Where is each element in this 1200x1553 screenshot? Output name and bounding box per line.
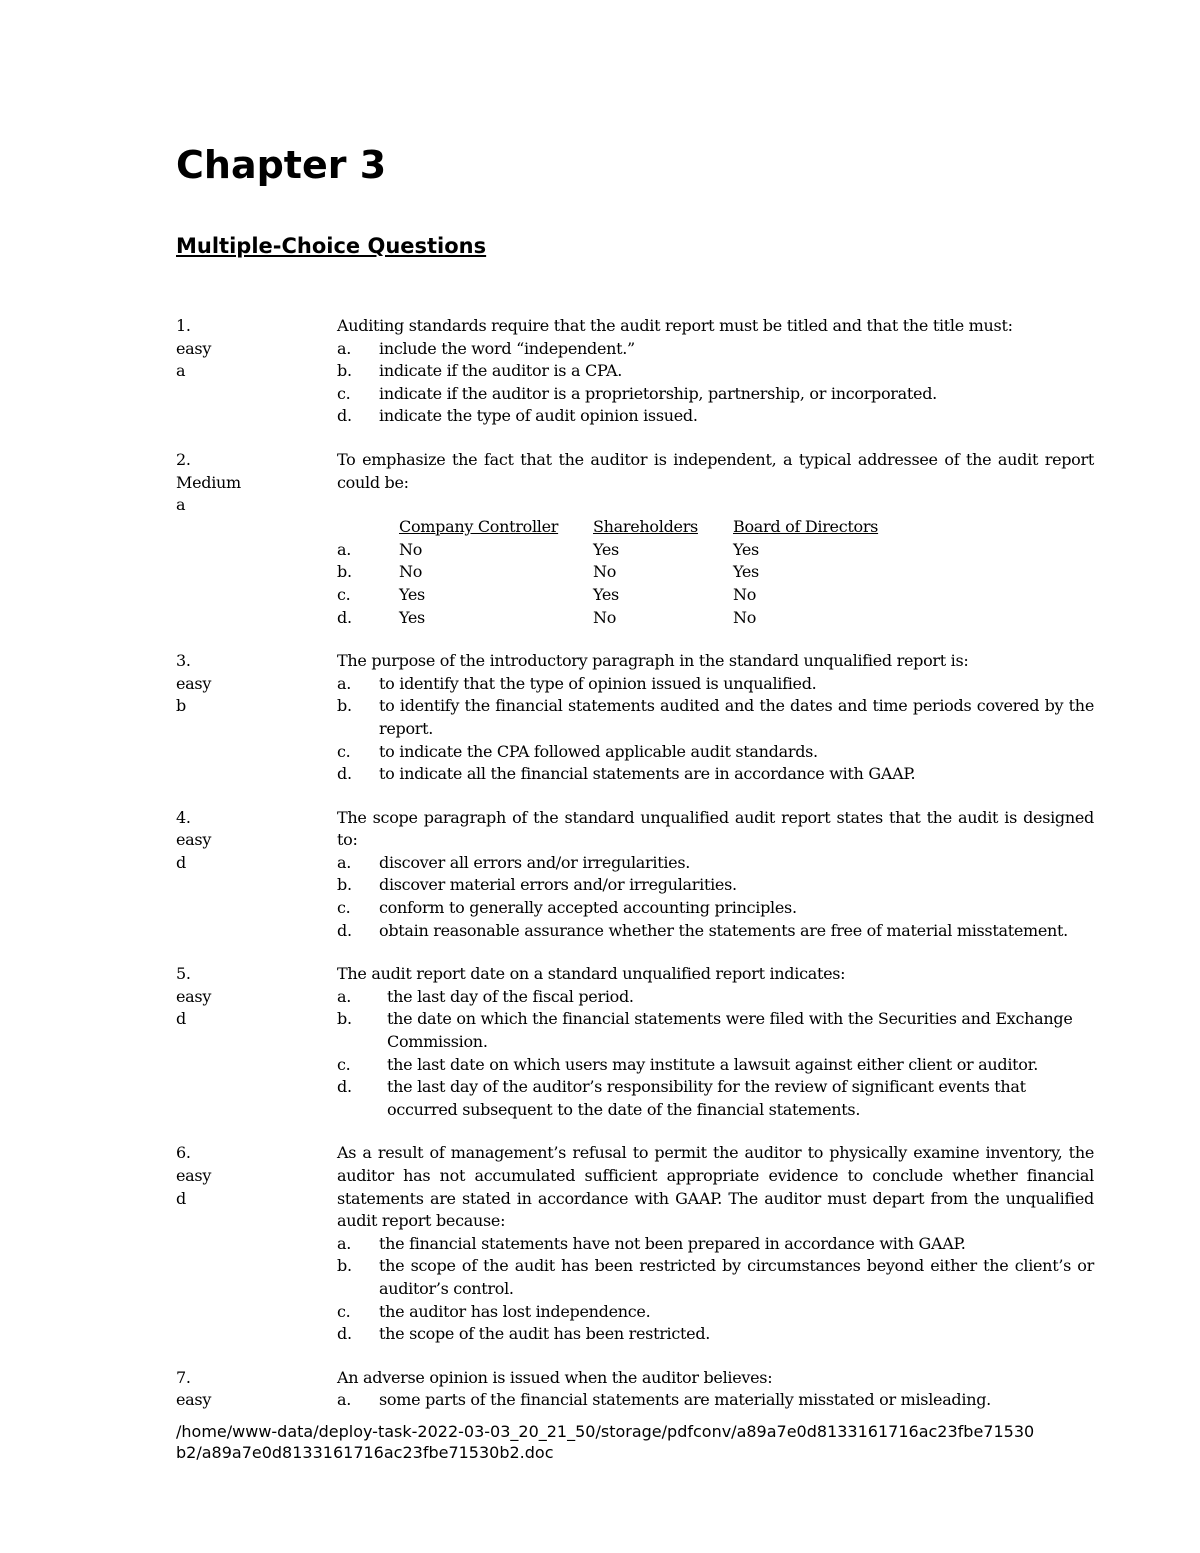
- chapter-title: Chapter 3: [176, 143, 387, 187]
- question-body: [337, 650, 1094, 786]
- option-b: [337, 360, 1094, 383]
- question-difficulty: Medium: [176, 472, 241, 492]
- question-body: [337, 807, 1094, 943]
- grid-header-row: [337, 516, 1094, 539]
- question-body: [337, 315, 1094, 428]
- grid-header: Shareholders: [593, 517, 698, 537]
- option-text: the date on which the financial statements were filed with the Securities and Exchange Commission.: [387, 1009, 1073, 1052]
- option-text: to indicate the CPA followed applicable audit standards.: [379, 741, 818, 761]
- option-d: [337, 405, 1094, 428]
- option-b: [337, 695, 1094, 740]
- option-letter: d.: [337, 1324, 352, 1344]
- question-number: 3.: [176, 651, 191, 671]
- option-letter: b.: [337, 696, 352, 716]
- question-stem: Auditing standards require that the audit report must be titled and that the title must:: [337, 316, 1013, 335]
- question-meta: [176, 807, 326, 875]
- question-6: [176, 1142, 1094, 1345]
- option-d: [337, 1323, 1094, 1346]
- option-b: [337, 1008, 1094, 1053]
- question-answer: a: [176, 361, 186, 381]
- question-stem: The audit report date on a standard unqualified report indicates:: [337, 964, 846, 984]
- option-c: [337, 1301, 1094, 1324]
- option-text: to indicate all the financial statements are in accordance with GAAP.: [379, 764, 916, 784]
- option-letter: c.: [337, 1054, 351, 1074]
- question-2: [176, 449, 1094, 629]
- option-text: conform to generally accepted accounting principles.: [379, 898, 797, 918]
- question-stem: The scope paragraph of the standard unqualified audit report states that the audit is designed to:: [337, 807, 1094, 850]
- option-letter: a.: [337, 1390, 352, 1410]
- grid-cell: Yes: [399, 607, 425, 627]
- option-letter: b.: [337, 361, 352, 381]
- option-letter: a.: [337, 852, 352, 872]
- option-text: the last day of the auditor’s responsibility for the review of significant events that occurred subsequent to the date of the financial statements.: [387, 1077, 1026, 1119]
- question-1: [176, 315, 1094, 428]
- question-body: [337, 1367, 1094, 1412]
- option-a: [337, 1233, 1094, 1256]
- question-difficulty: easy: [176, 1390, 212, 1410]
- option-letter: b.: [337, 1256, 352, 1276]
- option-a: [337, 986, 1094, 1009]
- grid-row-c: [337, 584, 1094, 607]
- option-text: the scope of the audit has been restricted.: [379, 1324, 711, 1344]
- grid-cell: No: [733, 584, 757, 604]
- option-text: indicate if the auditor is a proprietorship, partnership, or incorporated.: [379, 383, 937, 403]
- option-letter: a.: [337, 673, 352, 693]
- option-text: the auditor has lost independence.: [379, 1301, 651, 1321]
- question-number: 6.: [176, 1143, 191, 1163]
- option-letter: b.: [337, 1009, 352, 1029]
- question-answer: d: [176, 1009, 186, 1029]
- question-difficulty: easy: [176, 830, 212, 850]
- option-text: the last day of the fiscal period.: [387, 986, 634, 1006]
- question-stem: As a result of management’s refusal to permit the auditor to physically examine inventory, the auditor has not accumulated sufficient appropriate evidence to conclude whether financial statements are stated in accordance with GAAP. The auditor must depart from the unqualified audit report because:: [337, 1143, 1094, 1231]
- question-stem: An adverse opinion is issued when the auditor believes:: [337, 1367, 773, 1387]
- question-meta: [176, 315, 326, 383]
- option-a: [337, 338, 1094, 361]
- question-3: [176, 650, 1094, 786]
- option-text: indicate if the auditor is a CPA.: [379, 361, 622, 381]
- question-stem: To emphasize the fact that the auditor is independent, a typical addressee of the audit report could be:: [337, 449, 1094, 492]
- option-text: some parts of the financial statements are materially misstated or misleading.: [379, 1390, 991, 1410]
- option-b: [337, 874, 1094, 897]
- question-stem: The purpose of the introductory paragraph in the standard unqualified report is:: [337, 651, 969, 671]
- option-text: obtain reasonable assurance whether the statements are free of material misstatement.: [379, 920, 1068, 940]
- question-number: 7.: [176, 1367, 191, 1387]
- option-letter: a.: [337, 539, 352, 559]
- question-meta: [176, 1367, 326, 1412]
- option-letter: d.: [337, 920, 352, 940]
- option-letter: b.: [337, 875, 352, 895]
- option-text: the last date on which users may institute a lawsuit against either client or auditor.: [387, 1054, 1039, 1074]
- option-letter: c.: [337, 383, 351, 403]
- option-d: [337, 1076, 1094, 1121]
- grid-cell: No: [399, 539, 423, 559]
- option-c: [337, 1054, 1094, 1077]
- option-b: [337, 1255, 1094, 1300]
- option-letter: d.: [337, 1077, 352, 1097]
- question-body: [337, 1142, 1094, 1345]
- option-a: [337, 1389, 1094, 1412]
- option-letter: d.: [337, 406, 352, 426]
- grid-cell: No: [733, 607, 757, 627]
- option-text: discover all errors and/or irregularities.: [379, 852, 691, 872]
- grid-row-b: [337, 561, 1094, 584]
- option-letter: a.: [337, 1233, 352, 1253]
- answer-grid: [337, 516, 1094, 629]
- question-7: [176, 1367, 1094, 1412]
- option-text: indicate the type of audit opinion issued.: [379, 406, 698, 426]
- question-4: [176, 807, 1094, 943]
- option-text: discover material errors and/or irregularities.: [379, 875, 737, 895]
- grid-row-a: [337, 539, 1094, 562]
- option-c: [337, 897, 1094, 920]
- grid-cell: Yes: [733, 539, 759, 559]
- grid-cell: No: [593, 607, 617, 627]
- question-meta: [176, 650, 326, 718]
- grid-cell: No: [593, 562, 617, 582]
- option-letter: b.: [337, 562, 352, 582]
- option-text: to identify that the type of opinion issued is unqualified.: [379, 673, 817, 693]
- question-answer: a: [176, 495, 186, 515]
- question-body: [337, 449, 1094, 629]
- question-body: [337, 963, 1094, 1121]
- question-difficulty: easy: [176, 338, 212, 358]
- footer-file-path: /home/www-data/deploy-task-2022-03-03_20_21_50/storage/pdfconv/a89a7e0d8133161716ac23fbe71530b2/a89a7e0d8133161716ac23fbe71530b2.doc: [176, 1422, 1035, 1462]
- option-d: [337, 920, 1094, 943]
- option-letter: a.: [337, 338, 352, 358]
- question-meta: [176, 449, 326, 517]
- question-meta: [176, 1142, 326, 1210]
- option-c: [337, 741, 1094, 764]
- grid-cell: Yes: [593, 584, 619, 604]
- grid-header: Board of Directors: [733, 517, 879, 537]
- option-letter: a.: [337, 986, 352, 1006]
- question-5: [176, 963, 1094, 1121]
- grid-header: Company Controller: [399, 517, 559, 537]
- option-text: to identify the financial statements audited and the dates and time periods covered by the report.: [379, 696, 1094, 738]
- option-letter: c.: [337, 584, 351, 604]
- option-letter: c.: [337, 741, 351, 761]
- option-a: [337, 852, 1094, 875]
- option-c: [337, 383, 1094, 406]
- grid-cell: Yes: [593, 539, 619, 559]
- option-a: [337, 673, 1094, 696]
- question-difficulty: easy: [176, 673, 212, 693]
- grid-row-d: [337, 607, 1094, 630]
- question-difficulty: easy: [176, 986, 212, 1006]
- grid-cell: No: [399, 562, 423, 582]
- question-number: 4.: [176, 807, 191, 827]
- section-title: Multiple-Choice Questions: [176, 234, 487, 258]
- question-answer: b: [176, 696, 186, 716]
- question-meta: [176, 963, 326, 1031]
- grid-cell: Yes: [733, 562, 759, 582]
- question-difficulty: easy: [176, 1166, 212, 1185]
- option-text: the scope of the audit has been restricted by circumstances beyond either the client’s or auditor’s control.: [379, 1256, 1094, 1298]
- question-number: 1.: [176, 316, 191, 335]
- option-letter: d.: [337, 764, 352, 784]
- grid-cell: Yes: [399, 584, 425, 604]
- question-number: 2.: [176, 449, 191, 469]
- option-text: include the word “independent.”: [379, 338, 635, 358]
- option-letter: c.: [337, 898, 351, 918]
- option-letter: d.: [337, 607, 352, 627]
- question-answer: d: [176, 1188, 186, 1208]
- option-d: [337, 763, 1094, 786]
- option-letter: c.: [337, 1301, 351, 1321]
- question-list: [176, 315, 1094, 1433]
- question-answer: d: [176, 852, 186, 872]
- question-number: 5.: [176, 964, 191, 984]
- option-text: the financial statements have not been prepared in accordance with GAAP.: [379, 1233, 966, 1253]
